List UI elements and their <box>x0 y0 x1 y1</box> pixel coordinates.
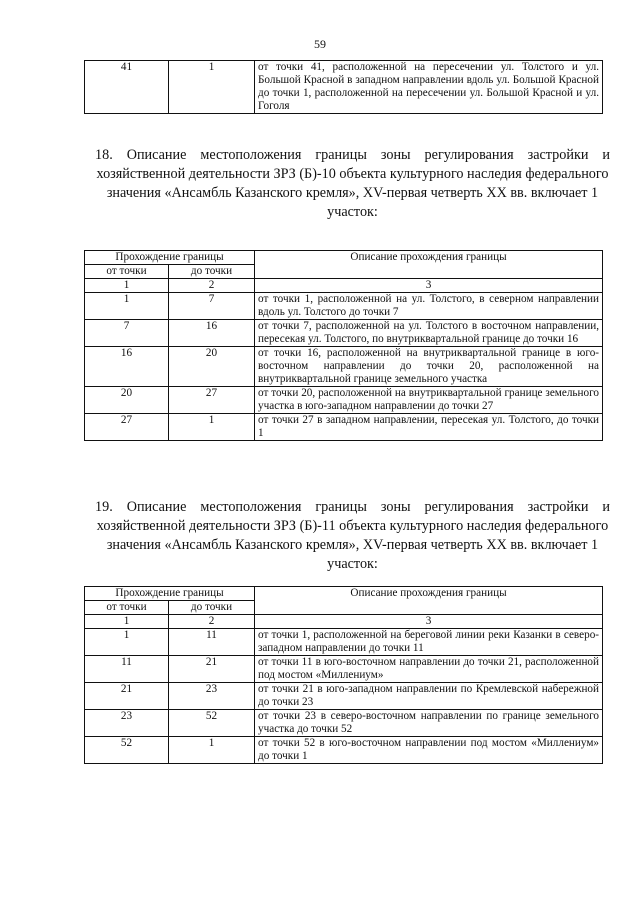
to-point: 21 <box>169 656 255 683</box>
column-number-3: 3 <box>255 279 603 293</box>
from-point: 1 <box>85 293 169 320</box>
from-point: 23 <box>85 710 169 737</box>
from-point: 16 <box>85 347 169 387</box>
section-19-heading-rest: хозяйственной деятельности ЗРЗ (Б)-11 объекта культурного наследия федерального значения «Ансамбль Казанского кремля», XV-первая четверть XX вв. включает 1 участок: <box>96 518 609 572</box>
table-row <box>85 629 603 656</box>
to-point: 20 <box>169 347 255 387</box>
table-row <box>85 656 603 683</box>
boundary-description: от точки 7, расположенной на ул. Толстого в восточном направлении, пересекая ул. Толстого, по внутриквартальной границе до точки 16 <box>255 320 603 347</box>
boundary-description: от точки 52 в юго-восточном направлении под мостом «Миллениум» до точки 1 <box>255 737 603 764</box>
boundary-description: от точки 41, расположенной на пересечении ул. Толстого и ул. Большой Красной в западном направлении вдоль ул. Большой Красной до точки 1, расположенной на пересечении ул. Большой Красной и ул. Гоголя <box>255 61 603 114</box>
to-point: 11 <box>169 629 255 656</box>
boundary-description: от точки 16, расположенной на внутриквартальной границе в юго-восточном направлении до точки 20, расположенной на внутриквартальной границе земельного участка <box>255 347 603 387</box>
column-number-2: 2 <box>169 615 255 629</box>
header-boundary-passage: Прохождение границы <box>85 251 255 265</box>
header-description: Описание прохождения границы <box>255 587 603 615</box>
to-point: 27 <box>169 387 255 414</box>
from-point: 7 <box>85 320 169 347</box>
column-number-row <box>85 279 603 293</box>
continuation-table <box>84 60 603 114</box>
boundary-description: от точки 21 в юго-западном направлении по Кремлевской набережной до точки 23 <box>255 683 603 710</box>
table-row <box>85 414 603 441</box>
section-18-heading-rest: хозяйственной деятельности ЗРЗ (Б)-10 объекта культурного наследия федерального значения «Ансамбль Казанского кремля», XV-первая четверть XX вв. включает 1 участок: <box>96 166 609 220</box>
boundary-description: от точки 27 в западном направлении, пересекая ул. Толстого, до точки 1 <box>255 414 603 441</box>
boundary-description: от точки 1, расположенной на береговой линии реки Казанки в северо-западном направлении до точки 11 <box>255 629 603 656</box>
column-number-row <box>85 615 603 629</box>
header-row <box>85 587 603 601</box>
from-point: 20 <box>85 387 169 414</box>
to-point: 7 <box>169 293 255 320</box>
from-point: 11 <box>85 656 169 683</box>
boundary-description: от точки 1, расположенной на ул. Толстого, в северном направлении вдоль ул. Толстого до точки 7 <box>255 293 603 320</box>
from-point: 1 <box>85 629 169 656</box>
boundary-description: от точки 11 в юго-восточном направлении до точки 21, расположенной под мостом «Миллениум» <box>255 656 603 683</box>
from-point: 52 <box>85 737 169 764</box>
table-row <box>85 347 603 387</box>
column-number-3: 3 <box>255 615 603 629</box>
header-boundary-passage: Прохождение границы <box>85 587 255 601</box>
table-row <box>85 387 603 414</box>
page-number: 59 <box>314 37 326 51</box>
table-row <box>85 683 603 710</box>
section-19-heading-line1: 19. Описание местоположения границы зоны регулирования застройки и <box>95 499 610 515</box>
section-18-heading-line1: 18. Описание местоположения границы зоны регулирования застройки и <box>95 147 610 163</box>
from-point: 27 <box>85 414 169 441</box>
section-18-table <box>84 250 603 441</box>
column-number-1: 1 <box>85 615 169 629</box>
column-number-2: 2 <box>169 279 255 293</box>
header-description: Описание прохождения границы <box>255 251 603 279</box>
from-point: 21 <box>85 683 169 710</box>
table-row <box>85 320 603 347</box>
boundary-description: от точки 20, расположенной на внутриквартальной границе земельного участка в юго-западном направлении до точки 27 <box>255 387 603 414</box>
to-point: 52 <box>169 710 255 737</box>
column-number-1: 1 <box>85 279 169 293</box>
header-from-point: от точки <box>85 265 169 279</box>
to-point: 1 <box>169 737 255 764</box>
section-19-table <box>84 586 603 764</box>
header-to-point: до точки <box>169 265 255 279</box>
header-row <box>85 251 603 265</box>
table-row <box>85 61 603 114</box>
boundary-description: от точки 23 в северо-восточном направлении по границе земельного участка до точки 52 <box>255 710 603 737</box>
to-point: 23 <box>169 683 255 710</box>
section-18-heading <box>95 146 610 222</box>
to-point: 1 <box>169 61 255 114</box>
table-row <box>85 710 603 737</box>
from-point: 41 <box>85 61 169 114</box>
to-point: 1 <box>169 414 255 441</box>
header-from-point: от точки <box>85 601 169 615</box>
to-point: 16 <box>169 320 255 347</box>
table-row <box>85 737 603 764</box>
table-row <box>85 293 603 320</box>
section-19-heading <box>95 498 610 574</box>
header-to-point: до точки <box>169 601 255 615</box>
